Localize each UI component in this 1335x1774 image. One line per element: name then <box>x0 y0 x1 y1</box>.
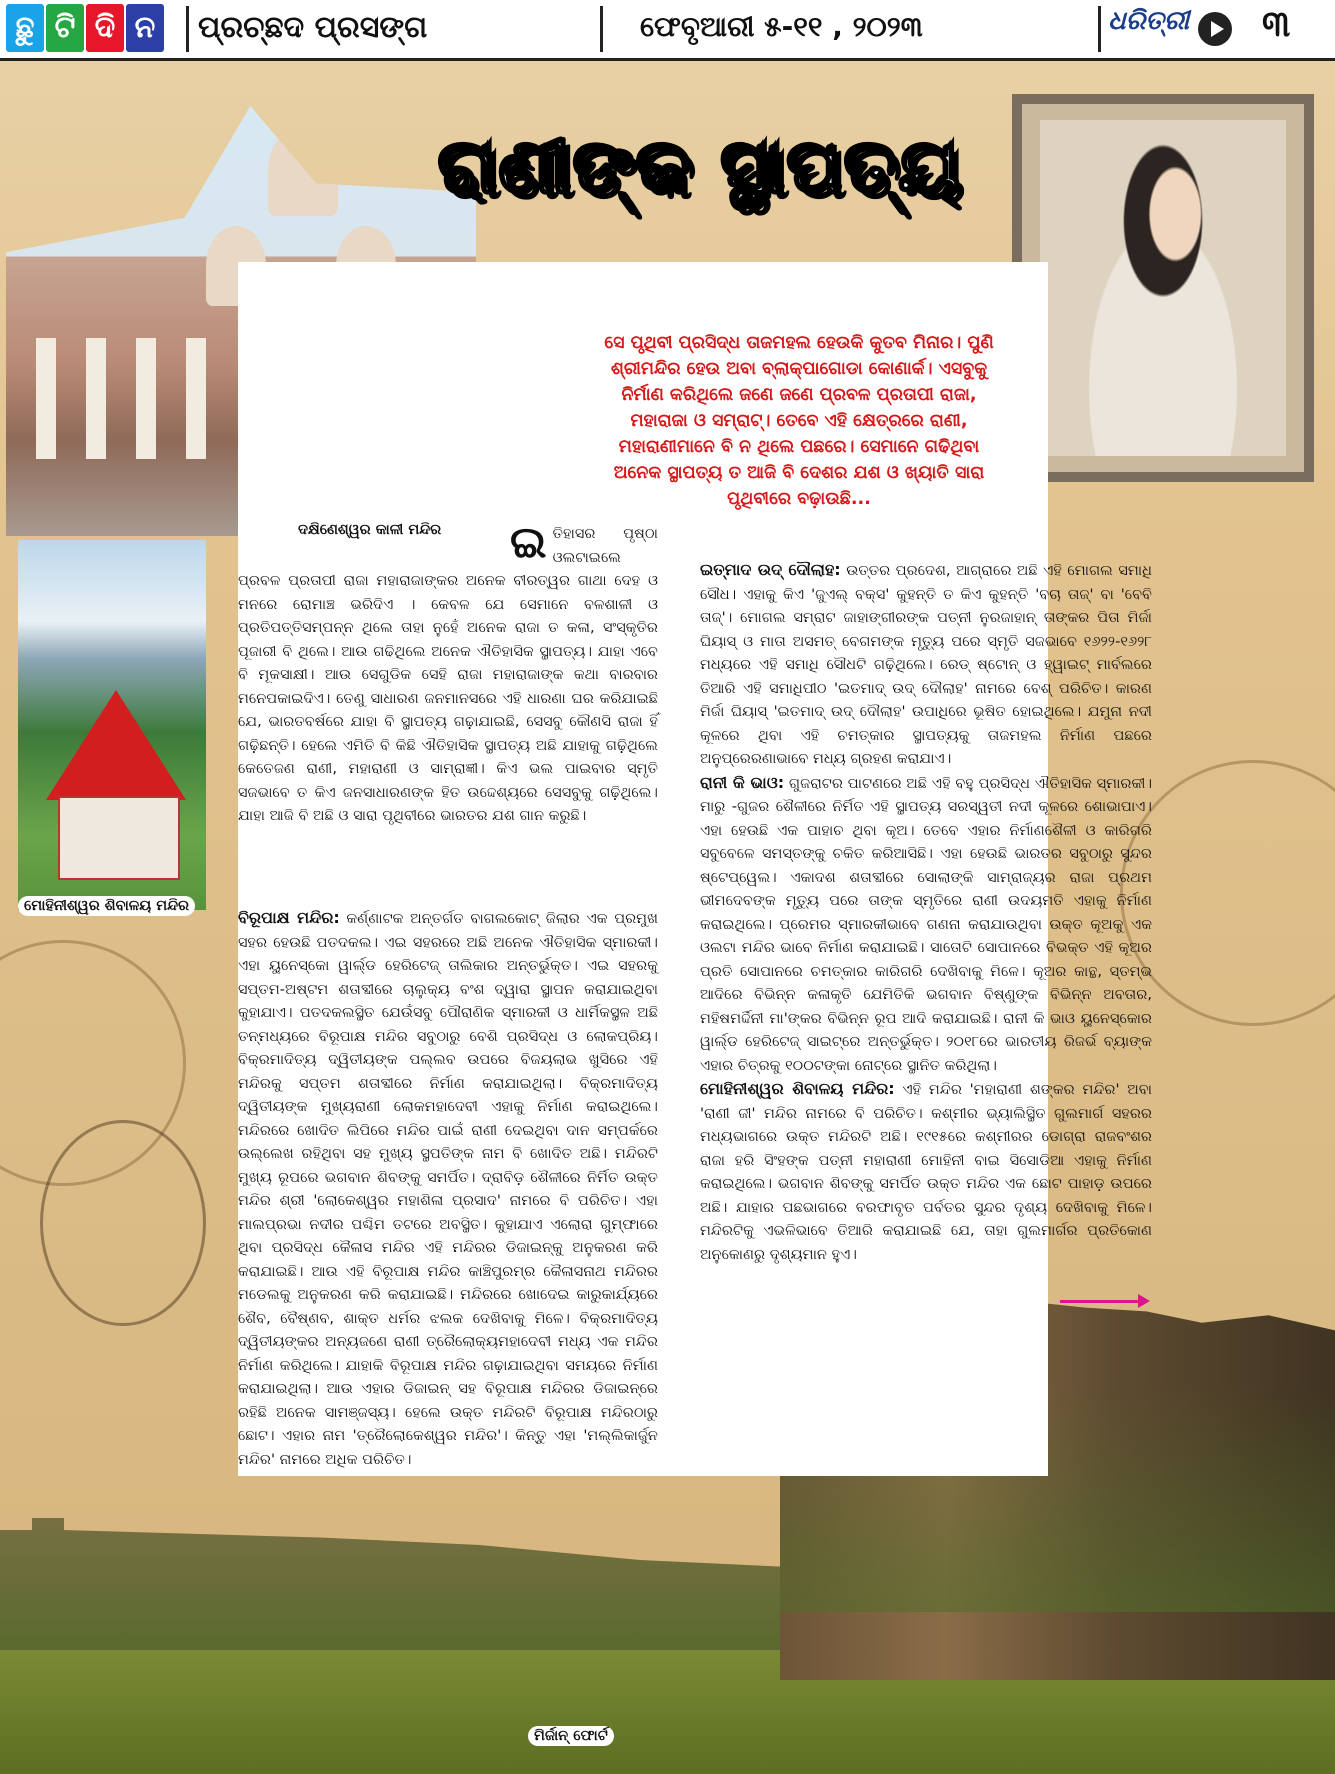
mohinishwar-paragraph: ଏହି ମନ୍ଦିର 'ମହାରାଣୀ ଶଙ୍କର ମନ୍ଦିର' ଅବା 'ରାଣୀ ଜୀ' ମନ୍ଦିର ନାମରେ ବି ପରିଚିତ। କଶ୍ମୀର ଭ୍ୟାଲିସ୍ଥିତ ଗୁଲମାର୍ଗ ସହରର ମଧ୍ୟଭାଗରେ ଉକ୍ତ ମନ୍ଦିରଟି ଅଛି। ୧୯୧୫ରେ କଶ୍ମୀରର ଡୋଗ୍ରା ରାଜବଂଶର ରାଜା ହରି ସିଂହଙ୍କ ପତ୍ନୀ ମହାରାଣୀ ମୋହିନୀ ବାଇ ସିସୋଡିଆ ଏହାକୁ ନିର୍ମାଣ କରାଇଥିଲେ। ଭଗବାନ ଶିବଙ୍କୁ ସମର୍ପିତ ଉକ୍ତ ମନ୍ଦିର ଏକ ଛୋଟ ପାହାଡ଼ ଉପରେ ଅଛି। ଯାହାର ପଛଭାଗରେ ବରଫାବୃତ ପର୍ବତର ସୁନ୍ଦର ଦୃଶ୍ୟ ଦେଖିବାକୁ ମିଳେ। ମନ୍ଦିରଟିକୁ ଏଭଳିଭାବେ ତିଆରି କରାଯାଇଛି ଯେ, ତାହା ଗୁଲମାର୍ଗର ପ୍ରତିକୋଣ ଅନୁକୋଣରୁ ଦୃଶ୍ୟମାନ ହୁଏ। <box>700 1081 1152 1263</box>
rani-ki-vav-paragraph: ଗୁଜରାଟର ପାଟଣରେ ଅଛି ଏହି ବହୁ ପ୍ରସିଦ୍ଧ ଐତିହାସିକ ସ୍ମାରକୀ। ମାରୁ -ଗୁଜର ଶୈଳୀରେ ନିର୍ମିତ ଏହି ସ୍ଥାପତ୍ୟ ସରସ୍ୱତୀ ନଦୀ କୂଳରେ ଶୋଭାପାଏ। ଏହା ହେଉଛି ଏକ ପାହାଚ ଥିବା କୂଅ। ତେବେ ଏହାର ନିର୍ମାଣଶୈଳୀ ଓ କାରିଗରି ସବୁବେଳେ ସମସ୍ତଙ୍କୁ ଚକିତ କରିଆସିଛି। ଏହା ହେଉଛି ଭାରତର ସବୁଠାରୁ ସୁନ୍ଦର ଷ୍ଟେପ୍‌ୱେଲ। ଏକାଦଶ ଶତାବ୍ଦୀରେ ସୋଲାଙ୍କି ସାମ୍ରାଜ୍ୟର ରାଜା ପ୍ରଥମ ଭୀମଦେବଙ୍କ ମୃତ୍ୟୁ ପରେ ତାଙ୍କ ସ୍ମୃତିରେ ରାଣୀ ଉଦୟମତି ଏହାକୁ ନିର୍ମାଣ କରାଇଥିଲେ। ପ୍ରେମର ସ୍ମାରକୀଭାବେ ଗଣନା କରାଯାଉଥିବା ଉକ୍ତ କୂଅକୁ ଏକ ଓଲଟା ମନ୍ଦିର ଭାବେ ନିର୍ମାଣ କରାଯାଇଛି। ସାତୋଟି ସୋପାନରେ ବିଭକ୍ତ ଏହି କୂଅର ପ୍ରତି ସୋପାନରେ ଚମତ୍କାର କାରିଗରି ଦେଖିବାକୁ ମିଳେ। କୂଅର କାନ୍ଥ, ସ୍ତମ୍ଭ ଆଦିରେ ବିଭିନ୍ନ କଳାକୃତି ଯେମିତିକି ଭଗବାନ ବିଷ୍ଣୁଙ୍କ ବିଭିନ୍ନ ଅବତାର, ମହିଷମର୍ଦ୍ଦିନୀ ମା'ଙ୍କର ବିଭିନ୍ନ ରୂପ ଆଦି କରାଯାଇଛି। ରାନୀ କି ଭାଓ ୟୁନେସ୍କୋର ୱାର୍ଲ୍ଡ ହେରିଟେଜ୍ ସାଇଟ୍‌ରେ ଅନ୍ତର୍ଭୁକ୍ତ। ୨୦୧୮ରେ ଭାରତୀୟ ରିଜର୍ଭ ବ୍ୟାଙ୍କ ଏହାର ଚିତ୍ରକୁ ୧୦୦ଟଙ୍କା ନୋଟ୍‌ରେ ସ୍ଥାନିତ କରିଥିଲା। <box>700 774 1153 1074</box>
intro-paragraph-start: ତିହାସର ପୃଷ୍ଠା <box>552 525 658 542</box>
drop-cap: ଇ <box>510 517 547 568</box>
itmad-heading: ଇତ୍‌ମାଦ ଉଦ୍ ଦୌଲାହ: <box>700 560 841 579</box>
headline: ରାଣୀଙ୍କ ସ୍ଥାପତ୍ୟ <box>438 124 962 210</box>
intro-text: ସେ ପୃଥିବୀ ପ୍ରସିଦ୍ଧ ତାଜମହଲ ହେଉକି କୁତବ ମିନାର। ପୁଣି ଶ୍ରୀମନ୍ଦିର ହେଉ ଅବା ବ୍ଲାକ୍‌ପାଗୋଡା କୋଣାର୍କ। ଏସବୁକୁ ନିର୍ମାଣ କରିଥିଲେ ଜଣେ ଜଣେ ପ୍ରବଳ ପ୍ରତାପୀ ରାଜା, ମହାରାଜା ଓ ସମ୍ରାଟ୍। ତେବେ ଏହି କ୍ଷେତ୍ରରେ ରାଣୀ, ମହାରାଣୀମାନେ ବି ନ ଥିଲେ ପଛରେ। ସେମାନେ ଗଢିଥିବା ଅନେକ ସ୍ଥାପତ୍ୟ ତ ଆଜି ବି ଦେଶର ଯଶ ଓ ଖ୍ୟାତି ସାରା ପୃଥିବୀରେ ବଢ଼ାଉଛି... <box>604 333 994 509</box>
section-title: ପ୍ରଚ୍ଛଦ ପ୍ରସଙ୍ଗ <box>198 10 428 45</box>
mohinishwar-heading: ମୋହିନୀଶ୍ୱର ଶିବାଳୟ ମନ୍ଦିର: <box>700 1079 895 1098</box>
itmad-paragraph: ଉତ୍ତର ପ୍ରଦେଶ, ଆଗ୍ରାରେ ଅଛି ଏହି ମୋଗଲ ସମାଧି ସୌଧ। ଏହାକୁ କିଏ 'ଜୁଏଲ୍ ବକ୍ସ' କୁହନ୍ତି ତ କିଏ କୁହନ୍ତି 'ବଚା ତାଜ୍' ବା 'ବେବି ତାଜ୍'। ମୋଗଲ ସମ୍ରାଟ ଜାହାଙ୍ଗୀରଙ୍କ ପତ୍ନୀ ନୁରଜାହାନ୍ ତାଙ୍କର ପିତା ମିର୍ଜା ଘିୟାସ୍ ଓ ମାତା ଅସମତ୍ ବେଗମଙ୍କ ମୃତ୍ୟୁ ପରେ ସ୍ମୃତି ସଜଭାବେ ୧୬୨୨-୧୬୨୮ ମଧ୍ୟରେ ଏହି ସମାଧି ସୌଧଟି ଗଢ଼ିଥିଲେ। ରେଡ୍ ଷ୍ଟୋନ୍ ଓ ହ୍ୱାଇଟ୍ ମାର୍ବଲରେ ତିଆରି ଏହି ସମାଧିପୀଠ 'ଇତମାଦ୍ ଉଦ୍ ଦୌଲାହ' ନାମରେ ବେଶ୍ ପରିଚିତ। କାରଣ ମିର୍ଜା ଘିୟାସ୍ 'ଇତମାଦ୍ ଉଦ୍ ଦୌଲାହ' ଉପାଧିରେ ଭୂଷିତ ହୋଇଥିଲେ। ଯମୁନା ନଦୀ କୂଳରେ ଥିବା ଏହି ଚମତ୍କାର ସ୍ଥାପତ୍ୟକୁ ତାଜମହଲ ନିର୍ମାଣ ପଛରେ ଅନୁପ୍ରେରଣାଭାବେ ମଧ୍ୟ ଗ୍ରହଣ କରାଯାଏ। <box>700 562 1152 767</box>
brand-letter-1: ଛୁ <box>6 4 44 52</box>
arrow-right-icon <box>1060 1300 1146 1303</box>
queen-portrait <box>1012 94 1314 482</box>
caption-dakshineswar: ଦକ୍ଷିଣେଶ୍ୱର କାଳୀ ମନ୍ଦିର <box>292 520 447 540</box>
virupaksha-paragraph: କର୍ଣ୍ଣାଟକ ଅନ୍ତର୍ଗତ ବାଗଲକୋଟ୍ ଜିଲାର ଏକ ପ୍ରମୁଖ ସହର ହେଉଛି ପତଦକଲ। ଏଇ ସହରରେ ଅଛି ଅନେକ ଐତିହାସିକ ସ୍ମାରକୀ। ଏହା ୟୁନେସ୍କୋ ୱାର୍ଲ୍ଡ ହେରିଟେଜ୍ ତାଲିକାର ଅନ୍ତର୍ଭୁକ୍ତ। ଏଇ ସହରକୁ ସପ୍ତମ-ଅଷ୍ଟମ ଶତାବ୍ଦୀରେ ଚାଲୁକ୍ୟ ବଂଶ ଦ୍ୱାରା ସ୍ଥାପନ କରାଯାଇଥିବା କୁହାଯାଏ। ପତଦକଲସ୍ଥିତ ଯେଉଁସବୁ ପୌରାଣିକ ସ୍ମାରକୀ ଓ ଧାର୍ମିକସ୍ଥଳ ଅଛି ତନ୍ମଧ୍ୟରେ ବିରୂପାକ୍ଷ ମନ୍ଦିର ସବୁଠାରୁ ବେଶି ପ୍ରସିଦ୍ଧ ଓ ଲୋକପ୍ରିୟ। ବିକ୍ରମାଦିତ୍ୟ ଦ୍ୱିତୀୟଙ୍କ ପଲ୍ଲବ ଉପରେ ବିଜୟଲାଭ ଖୁସିରେ ଏହି ମନ୍ଦିରକୁ ସପ୍ତମ ଶତାବ୍ଦୀରେ ନିର୍ମାଣ କରାଯାଇଥିଲା। ବିକ୍ରମାଦିତ୍ୟ ଦ୍ୱିତୀୟଙ୍କ ମୁଖ୍ୟରାଣୀ ଲୋକମହାଦେବୀ ଏହାକୁ ନିର୍ମାଣ କରାଇଥିଲେ। ମନ୍ଦିରରେ ଖୋଦିତ ଲିପିରେ ମନ୍ଦିର ପାଇଁ ରାଣୀ ଦେଇଥିବା ଦାନ ସମ୍ପର୍କରେ ଉଲ୍ଲେଖ ରହିଥିବା ସହ ମୁଖ୍ୟ ସ୍ଥପତିଙ୍କ ନାମ ବି ଖୋଦିତ ଅଛି। ମନ୍ଦିରଟି ମୁଖ୍ୟ ରୂପରେ ଭଗବାନ ଶିବଙ୍କୁ ସମର୍ପିତ। ଦ୍ରାବିଡ଼ ଶୈଳୀରେ ନିର୍ମିତ ଉକ୍ତ ମନ୍ଦିର ଶ୍ରୀ 'ଲୋକେଶ୍ୱର ମହାଶିଳା ପ୍ରସାଦ' ନାମରେ ବି ପରିଚିତ। ଏହା ମାଲପ୍ରଭା ନଦୀର ପଶ୍ଚିମ ତଟରେ ଅବସ୍ଥିତ। କୁହାଯାଏ ଏଲୋରା ଗୁମ୍ଫାରେ ଥିବା ପ୍ରସିଦ୍ଧ କୈଳାସ ମନ୍ଦିର ଏହି ମନ୍ଦିରର ଡିଜାଇନ୍‌କୁ ଅନୁକରଣ କରି କରାଯାଇଛି। ଆଉ ଏହି ବିରୂପାକ୍ଷ ମନ୍ଦିର କାଞ୍ଚିପୁରମ୍‌ର କୈଳାସନାଥ ମନ୍ଦିରର ମଡେଲକୁ ଅନୁକରଣ କରି କରାଯାଇଛି। ମନ୍ଦିରରେ ଖୋଦେଇ କାରୁକାର୍ଯ୍ୟରେ ଶୈବ, ବୈଷ୍ଣବ, ଶାକ୍ତ ଧର୍ମର ଝଲକ ଦେଖିବାକୁ ମିଳେ। ବିକ୍ରମାଦିତ୍ୟ ଦ୍ୱିତୀୟଙ୍କର ଅନ୍ୟଜଣେ ରାଣୀ ତ୍ରୈଲୋକ୍ୟମହାଦେବୀ ମଧ୍ୟ ଏକ ମନ୍ଦିର ନିର୍ମାଣ କରିଥିଲେ। ଯାହାକି ବିରୂପାକ୍ଷ ମନ୍ଦିର ଗଢ଼ାଯାଇଥିବା ସମୟରେ ନିର୍ମାଣ କରାଯାଇଥିଲା। ଆଉ ଏହାର ଡିଜାଇନ୍ ସହ ବିରୂପାକ୍ଷ ମନ୍ଦିରର ଡିଜାଇନ୍‌ରେ ରହିଛି ଅନେକ ସାମଞ୍ଜସ୍ୟ। ହେଲେ ଉକ୍ତ ମନ୍ଦିରଟି ବିରୂପାକ୍ଷ ମନ୍ଦିରଠାରୁ ଛୋଟ। ଏହାର ନାମ 'ତ୍ରୈଲୋକେଶ୍ୱର ମନ୍ଦିର'। କିନ୍ତୁ ଏହା 'ମଲ୍ଲିକାର୍ଜୁନ ମନ୍ଦିର' ନାମରେ ଅଧିକ ପରିଚିତ। <box>238 910 659 1468</box>
caption-mohinishwar: ମୋହିନୀଶ୍ୱର ଶିବାଳୟ ମନ୍ଦିର <box>18 896 195 916</box>
page-header <box>0 0 1335 61</box>
brand-logo <box>6 4 166 54</box>
article-column-right <box>700 558 1152 1266</box>
article-column-left-top <box>238 517 658 828</box>
issue-date: ଫେବୃଆରୀ ୫-୧୧ , ୨୦୨୩ <box>640 10 923 43</box>
page-number: ୩ <box>1262 4 1291 45</box>
brand-letter-3: ଦି <box>86 4 124 52</box>
header-divider <box>1098 6 1101 52</box>
publication-logo: ଧରିତ୍ରୀ <box>1108 6 1190 36</box>
virupaksha-heading: ବିରୂପାକ୍ଷ ମନ୍ଦିର: <box>238 908 340 927</box>
brand-letter-2: ଟି <box>46 4 84 52</box>
fort-wall-photo <box>0 1500 800 1650</box>
decorative-swirl <box>1120 760 1335 1026</box>
intro-paragraph: ଓଲଟାଇଲେ ପ୍ରବଳ ପ୍ରତାପୀ ରାଜା ମହାରାଜାଙ୍କର ଅନେକ ବୀରତ୍ୱର ଗାଥା ଦେହ ଓ ମନରେ ରୋମାଞ୍ଚ ଭରିଦିଏ । କେବଳ ଯେ ସେମାନେ ବଳଶାଳୀ ଓ ପ୍ରତିପତ୍ତିସମ୍ପନ୍ନ ଥିଲେ ତାହା ନୁହେଁ ଅନେକ ରାଜା ତ କଳା, ସଂସ୍କୃତିର ପୂଜାରୀ ବି ଥିଲେ। ଆଉ ଗଢିଥିଲେ ଅନେକ ଐତିହାସିକ ସ୍ଥାପତ୍ୟ। ଯାହା ଏବେ ବି ମୂକସାକ୍ଷୀ। ଆଉ ସେଗୁଡିକ ସେହି ରାଜା ମହାରାଜାଙ୍କ କଥା ବାରବାର ମନେପକାଇଦିଏ। ତେଣୁ ସାଧାରଣ ଜନମାନସରେ ଏହି ଧାରଣା ଘର କରିଯାଇଛି ଯେ, ଭାରତବର୍ଷରେ ଯାହା ବି ସ୍ଥାପତ୍ୟ ଗଢ଼ାଯାଇଛି, ସେସବୁ କୌଣସି ରାଜା ହିଁ ଗଢ଼ିଛନ୍ତି। ହେଲେ ଏମିତି ବି କିଛି ଐତିହାସିକ ସ୍ଥାପତ୍ୟ ଅଛି ଯାହାକୁ ଗଢ଼ିଥିଲେ କେତେଜଣ ରାଣୀ, ମହାରାଣୀ ଓ ସାମ୍ରାଜ୍ଞୀ। କିଏ ଭଲ ପାଇବାର ସ୍ମୃତି ସଜଭାବେ ତ କିଏ ଜନସାଧାରଣଙ୍କ ହିତ ଉଦ୍ଦେଶ୍ୟରେ ସେସବୁକୁ ଗଢ଼ିଥିଲେ। ଯାହା ଆଜି ବି ଅଛି ଓ ସାରା ପୃଥିବୀରେ ଭାରତର ଯଶ ଗାନ କରୁଛି। <box>238 548 658 824</box>
header-divider <box>186 6 189 52</box>
article-column-left-bottom <box>238 906 658 1471</box>
caption-mirjan-fort: ମିର୍ଜାନ୍ ଫୋର୍ଟ <box>528 1726 614 1746</box>
decorative-swirl <box>40 1120 206 1326</box>
mohinishwar-temple-photo <box>18 540 206 910</box>
rani-ki-vav-heading: ରାନୀ କି ଭାଓ: <box>700 772 785 792</box>
header-divider <box>600 6 603 52</box>
brand-letter-4: ନ <box>126 4 164 52</box>
play-icon <box>1198 12 1232 46</box>
